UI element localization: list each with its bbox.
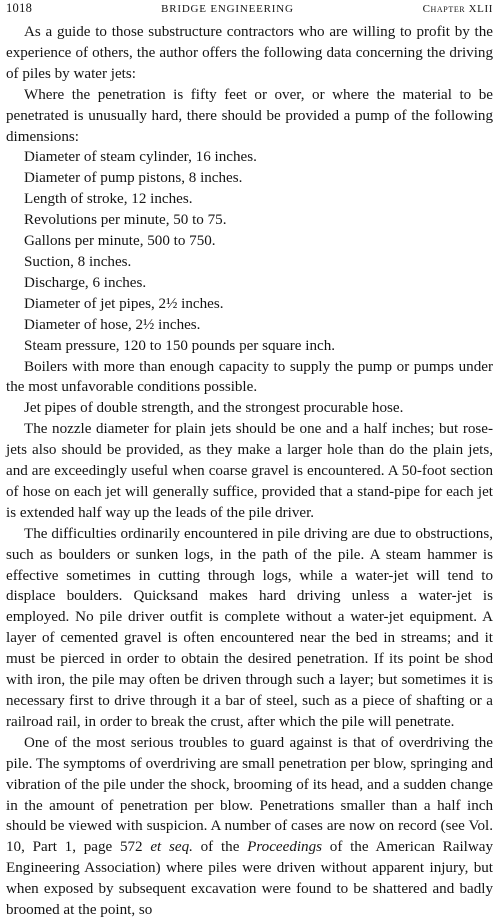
list-item: Steam pressure, 120 to 150 pounds per square inch. — [24, 337, 336, 354]
overdriving-text-c: of the American Railway Engineering Association) where piles were driven without apparent injury, but when exposed by subsequent excavation were found to be shattered and badly broomed at the point, so — [6, 839, 493, 919]
list-item: Gallons per minute, 500 to 750. — [24, 233, 216, 250]
overdriving-proceedings: Proceedings — [247, 839, 323, 856]
list-item: Diameter of jet pipes, 2½ inches. — [24, 295, 224, 312]
paragraph-intro: As a guide to those substructure contractors who are willing to profit by the experience of others, the author offers the following data concerning the driving of piles by water jets: — [6, 24, 493, 82]
paragraph-boilers: Boilers with more than enough capacity to supply the pump or pumps under the most unfavorable conditions possible. — [6, 358, 493, 396]
overdriving-et-seq: et seq. — [150, 839, 193, 856]
list-item: Suction, 8 inches. — [24, 253, 132, 270]
list-item: Length of stroke, 12 inches. — [24, 191, 193, 208]
overdriving-text-b: of the — [192, 839, 248, 856]
running-header — [6, 0, 493, 19]
page-number: 1018 — [6, 1, 33, 15]
running-title: BRIDGE ENGINEERING — [161, 3, 294, 15]
paragraph-difficulties: The difficulties ordinarily encountered in pile driving are due to obstructions, such as boulders or sunken logs, in the path of the pile. A steam hammer is effective sometimes in cutting through logs, while a water-jet will tend to displace boulders. Quicksand makes hard driving unless a water-jet is employed. No pile driver outfit is complete without a water-jet equipment. A layer of cemented gravel is often encountered near the bed in streams; and it must be pierced in order to obtain the desired penetration. If its point be shod with iron, the pile may often be driven through such a layer; but sometimes it is necessary first to drive through it a bar of steel, such as a piece of shafting or a railroad rail, in order to break the crust, after which the pile will penetrate. — [6, 525, 493, 730]
list-item: Discharge, 6 inches. — [24, 274, 147, 291]
overdriving-text-a: One of the most serious troubles to guard against is that of overdriving the pile. The symptoms of overdriving are small penetration per blow, springing and vibration of the pile under the shock, brooming of its head, and a sudden change in the amount of penetration per blow. Penetrations smaller than a half inch should be viewed with suspicion. A number of cases are now on record (see Vol. 10, Part 1, page 572 — [6, 734, 493, 856]
paragraph-jet-pipes: Jet pipes of double strength, and the strongest procurable hose. — [24, 400, 404, 417]
paragraph-pump-intro: Where the penetration is fifty feet or over, or where the material to be penetrated is unusually hard, there should be provided a pump of the following dimensions: — [6, 86, 493, 145]
list-item: Revolutions per minute, 50 to 75. — [24, 212, 227, 229]
page-body — [6, 22, 493, 921]
paragraph-overdriving — [6, 733, 493, 921]
paragraph-nozzle: The nozzle diameter for plain jets should be one and a half inches; but rose-jets also should be provided, as they make a larger hole than do the plain jets, and are exceedingly useful when coarse gravel is encountered. A 50-foot section of hose on each jet will generally suffice, provided that a stand-pipe for each jet is extended half way up the leads of the pile driver. — [6, 421, 493, 521]
list-item: Diameter of hose, 2½ inches. — [24, 316, 201, 333]
list-item: Diameter of pump pistons, 8 inches. — [24, 170, 243, 187]
list-item: Diameter of steam cylinder, 16 inches. — [24, 149, 257, 166]
chapter-label: Chapter XLII — [422, 3, 493, 15]
pump-dimensions-list — [6, 147, 493, 356]
